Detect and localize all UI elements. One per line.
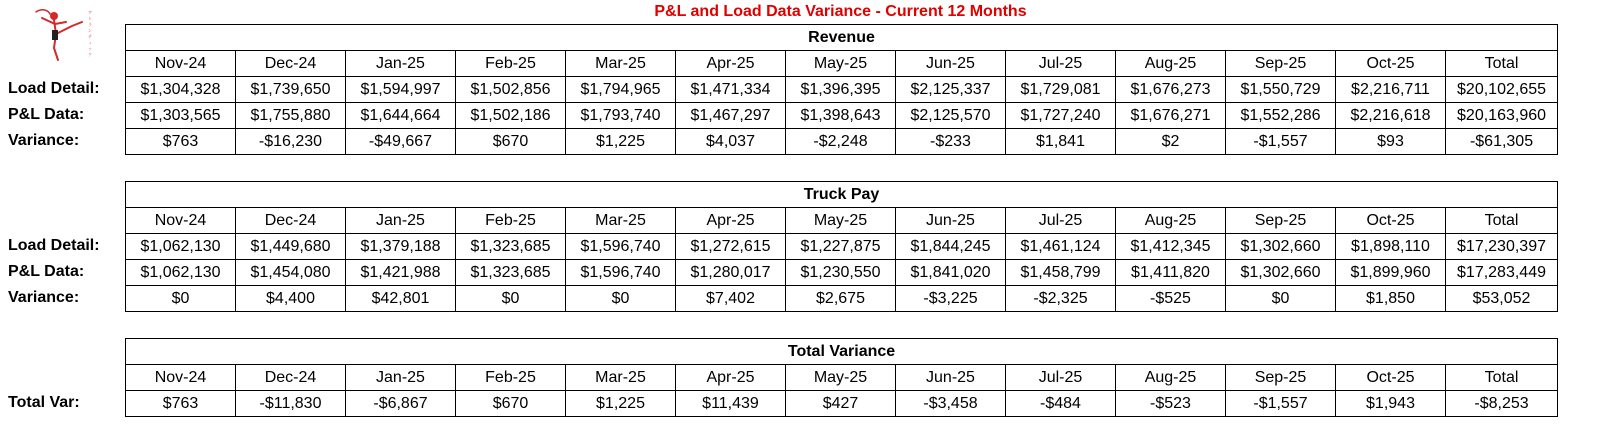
load-cell: $1,412,345 — [1116, 234, 1226, 260]
section-header: Revenue — [126, 25, 1558, 51]
load-cell: $1,272,615 — [676, 234, 786, 260]
var-cell: -$484 — [1006, 391, 1116, 417]
pl-cell: $1,303,565 — [126, 103, 236, 129]
var-cell: $1,943 — [1336, 391, 1446, 417]
svg-text:ィ: ィ — [88, 40, 92, 45]
svg-text:ン: ン — [88, 28, 92, 33]
pl-cell: $1,458,799 — [1006, 260, 1116, 286]
pl-cell: $1,841,020 — [896, 260, 1006, 286]
month-header-cell: Apr-25 — [676, 208, 786, 234]
month-header-cell: Nov-24 — [126, 365, 236, 391]
load-cell: $1,379,188 — [346, 234, 456, 260]
pl-cell: $1,467,297 — [676, 103, 786, 129]
load-cell: $1,550,729 — [1226, 77, 1336, 103]
month-header-cell: Jan-25 — [346, 365, 456, 391]
svg-text:ト: ト — [88, 16, 92, 21]
var-cell: $763 — [126, 129, 236, 155]
month-header-cell: May-25 — [786, 208, 896, 234]
month-header-cell: Mar-25 — [566, 208, 676, 234]
month-header-cell: Oct-25 — [1336, 208, 1446, 234]
pl-cell: $1,323,685 — [456, 260, 566, 286]
svg-text:ク: ク — [88, 52, 92, 57]
var-cell: $53,052 — [1446, 286, 1558, 312]
var-cell: -$2,325 — [1006, 286, 1116, 312]
load-cell: $20,102,655 — [1446, 77, 1558, 103]
load-cell: $1,596,740 — [566, 234, 676, 260]
var-row — [126, 286, 1558, 312]
var-cell: $11,439 — [676, 391, 786, 417]
month-header-row — [126, 208, 1558, 234]
month-header-cell: Feb-25 — [456, 51, 566, 77]
month-header-cell: Apr-25 — [676, 51, 786, 77]
var-cell: $93 — [1336, 129, 1446, 155]
var-cell: $42,801 — [346, 286, 456, 312]
pl-cell: $1,411,820 — [1116, 260, 1226, 286]
svg-text:ア: ア — [88, 10, 92, 15]
var-cell: $670 — [456, 129, 566, 155]
var-cell: $0 — [456, 286, 566, 312]
section-header: Truck Pay — [126, 182, 1558, 208]
load-cell: $1,844,245 — [896, 234, 1006, 260]
var-cell: -$2,248 — [786, 129, 896, 155]
load-cell: $1,396,395 — [786, 77, 896, 103]
svg-text:ラ: ラ — [88, 22, 92, 27]
var-cell: -$61,305 — [1446, 129, 1558, 155]
var-cell: $0 — [1226, 286, 1336, 312]
var-cell: $670 — [456, 391, 566, 417]
pl-row — [126, 103, 1558, 129]
load-cell: $1,729,081 — [1006, 77, 1116, 103]
load-cell: $17,230,397 — [1446, 234, 1558, 260]
pl-cell: $2,216,618 — [1336, 103, 1446, 129]
pl-cell: $20,163,960 — [1446, 103, 1558, 129]
month-header-cell: Feb-25 — [456, 365, 566, 391]
pl-cell: $1,302,660 — [1226, 260, 1336, 286]
pl-cell: $1,755,880 — [236, 103, 346, 129]
var-row — [126, 129, 1558, 155]
load-cell: $1,302,660 — [1226, 234, 1336, 260]
month-header-cell: Dec-24 — [236, 208, 346, 234]
pl-cell: $2,125,570 — [896, 103, 1006, 129]
month-header-row — [126, 365, 1558, 391]
month-header-cell: Mar-25 — [566, 51, 676, 77]
load-cell: $1,471,334 — [676, 77, 786, 103]
variance-label: Variance: — [8, 289, 80, 306]
pl-cell: $1,421,988 — [346, 260, 456, 286]
month-header-cell: Jan-25 — [346, 208, 456, 234]
load-row — [126, 77, 1558, 103]
section-header: Total Variance — [126, 339, 1558, 365]
var-cell: $4,400 — [236, 286, 346, 312]
var-cell: -$1,557 — [1226, 129, 1336, 155]
pl-data-label: P&L Data: — [8, 106, 85, 123]
pl-cell: $1,062,130 — [126, 260, 236, 286]
var-cell: -$11,830 — [236, 391, 346, 417]
month-header-cell: Total — [1446, 208, 1558, 234]
month-header-cell: May-25 — [786, 365, 896, 391]
month-header-cell: Dec-24 — [236, 365, 346, 391]
month-header-cell: Aug-25 — [1116, 365, 1226, 391]
pl-data-label: P&L Data: — [8, 263, 85, 280]
var-cell: $763 — [126, 391, 236, 417]
load-cell: $1,794,965 — [566, 77, 676, 103]
load-row — [126, 234, 1558, 260]
month-header-cell: Sep-25 — [1226, 208, 1336, 234]
pl-cell: $1,502,186 — [456, 103, 566, 129]
var-cell: -$16,230 — [236, 129, 346, 155]
var-cell: $0 — [566, 286, 676, 312]
var-cell: -$3,225 — [896, 286, 1006, 312]
load-cell: $1,502,856 — [456, 77, 566, 103]
var-cell: $0 — [126, 286, 236, 312]
month-header-cell: May-25 — [786, 51, 896, 77]
month-header-cell: Nov-24 — [126, 51, 236, 77]
var-cell: $1,225 — [566, 391, 676, 417]
month-header-cell: Dec-24 — [236, 51, 346, 77]
var-cell: $2,675 — [786, 286, 896, 312]
pl-cell: $17,283,449 — [1446, 260, 1558, 286]
var-cell: $1,225 — [566, 129, 676, 155]
report-title: P&L and Load Data Variance - Current 12 Months — [654, 3, 1027, 20]
load-cell: $1,594,997 — [346, 77, 456, 103]
load-detail-label: Load Detail: — [8, 237, 100, 254]
pl-cell: $1,596,740 — [566, 260, 676, 286]
month-header-cell: Jan-25 — [346, 51, 456, 77]
pl-cell: $1,552,286 — [1226, 103, 1336, 129]
month-header-cell: Jul-25 — [1006, 208, 1116, 234]
var-cell: -$49,667 — [346, 129, 456, 155]
month-header-cell: Jun-25 — [896, 365, 1006, 391]
var-cell: -$8,253 — [1446, 391, 1558, 417]
month-header-cell: Total — [1446, 51, 1558, 77]
month-header-cell: Apr-25 — [676, 365, 786, 391]
load-detail-label: Load Detail: — [8, 80, 100, 97]
month-header-cell: Aug-25 — [1116, 51, 1226, 77]
var-cell: -$3,458 — [896, 391, 1006, 417]
var-cell: -$6,867 — [346, 391, 456, 417]
var-cell: -$525 — [1116, 286, 1226, 312]
load-cell: $1,449,680 — [236, 234, 346, 260]
month-header-cell: Feb-25 — [456, 208, 566, 234]
pl-cell: $1,727,240 — [1006, 103, 1116, 129]
load-cell: $2,216,711 — [1336, 77, 1446, 103]
var-cell: $1,841 — [1006, 129, 1116, 155]
load-cell: $1,739,650 — [236, 77, 346, 103]
variance-label: Variance: — [8, 132, 80, 149]
month-header-cell: Jul-25 — [1006, 365, 1116, 391]
total-var-label: Total Var: — [8, 394, 80, 411]
pl-cell: $1,644,664 — [346, 103, 456, 129]
month-header-cell: Oct-25 — [1336, 51, 1446, 77]
var-row — [126, 391, 1558, 417]
load-cell: $1,323,685 — [456, 234, 566, 260]
pl-cell: $1,230,550 — [786, 260, 896, 286]
pl-cell: $1,398,643 — [786, 103, 896, 129]
month-header-cell: Sep-25 — [1226, 365, 1336, 391]
load-cell: $1,898,110 — [1336, 234, 1446, 260]
var-cell: $7,402 — [676, 286, 786, 312]
month-header-row — [126, 51, 1558, 77]
truck-pay-table — [125, 181, 1558, 312]
pl-cell: $1,793,740 — [566, 103, 676, 129]
load-cell: $1,676,273 — [1116, 77, 1226, 103]
month-header-cell: Aug-25 — [1116, 208, 1226, 234]
var-cell: $2 — [1116, 129, 1226, 155]
total-variance-table — [125, 338, 1558, 417]
var-cell: -$523 — [1116, 391, 1226, 417]
var-cell: $1,850 — [1336, 286, 1446, 312]
month-header-cell: Jun-25 — [896, 208, 1006, 234]
month-header-cell: Oct-25 — [1336, 365, 1446, 391]
svg-text:テ: テ — [88, 34, 92, 39]
var-cell: $427 — [786, 391, 896, 417]
load-cell: $1,062,130 — [126, 234, 236, 260]
revenue-table — [125, 24, 1558, 155]
pl-cell: $1,899,960 — [1336, 260, 1446, 286]
month-header-cell: Nov-24 — [126, 208, 236, 234]
load-cell: $1,304,328 — [126, 77, 236, 103]
var-cell: -$233 — [896, 129, 1006, 155]
pl-cell: $1,676,271 — [1116, 103, 1226, 129]
load-cell: $1,461,124 — [1006, 234, 1116, 260]
month-header-cell: Jun-25 — [896, 51, 1006, 77]
pl-cell: $1,454,080 — [236, 260, 346, 286]
pl-cell: $1,280,017 — [676, 260, 786, 286]
month-header-cell: Jul-25 — [1006, 51, 1116, 77]
load-cell: $2,125,337 — [896, 77, 1006, 103]
month-header-cell: Total — [1446, 365, 1558, 391]
var-cell: -$1,557 — [1226, 391, 1336, 417]
var-cell: $4,037 — [676, 129, 786, 155]
month-header-cell: Mar-25 — [566, 365, 676, 391]
svg-text:ッ: ッ — [88, 46, 92, 51]
month-header-cell: Sep-25 — [1226, 51, 1336, 77]
pl-row — [126, 260, 1558, 286]
load-cell: $1,227,875 — [786, 234, 896, 260]
